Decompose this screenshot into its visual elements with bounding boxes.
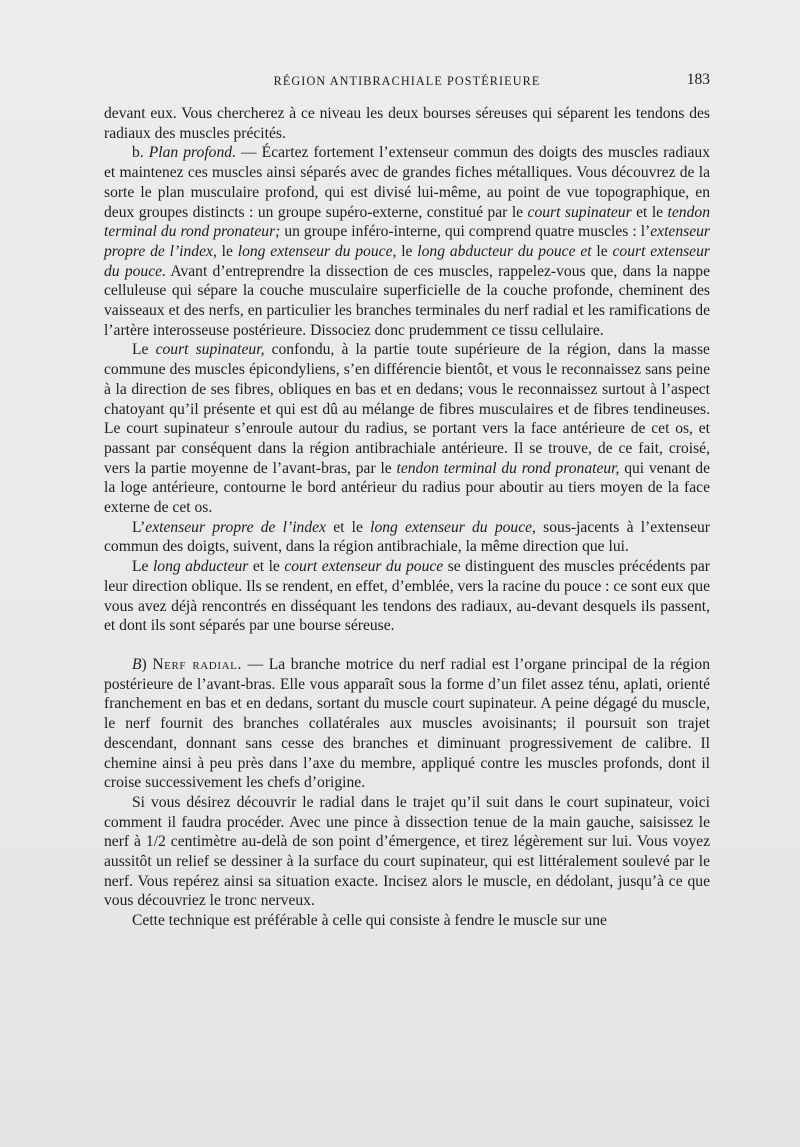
- paragraph: [104, 518, 710, 557]
- italic-run: long extenseur du pouce,: [370, 518, 536, 536]
- paragraph: [104, 911, 710, 931]
- text-run: Avant d’entreprendre la dissection de ces muscles, rappelez-vous que, dans la nappe celluleuse qui sépare la couche musculaire superficielle de la couche profonde, cheminent des vaisseaux et des nerfs, en particulier les branches terminales du nerf radial et les ramifications de l’artère interosseuse postérieure. Dissociez donc prudemment ce tissu cellulaire.: [104, 262, 710, 339]
- text-run: ): [141, 655, 153, 673]
- italic-run: court supinateur,: [155, 341, 265, 359]
- text-run: Cette technique est préférable à celle qui consiste à fendre le muscle sur une: [132, 912, 607, 930]
- italic-run: B: [132, 655, 142, 673]
- paragraph: [104, 793, 710, 911]
- text-run: le: [216, 242, 238, 260]
- text-run: le: [591, 242, 613, 260]
- text-run: le: [396, 242, 418, 260]
- text-run: b.: [132, 144, 149, 162]
- text-run: — Écartez fortement l’extenseur commun des doigts des muscles radiaux et maintenez ces muscles ainsi séparés avec de grandes fiches métalliques. Vous découvrez de la sorte le plan musculaire profond, qui est divisé lui-même, au point de vue topographique, en deux groupes distincts : un groupe supéro-externe, constitué par le: [104, 144, 710, 221]
- text-run: qui venant de la loge antérieure, contourne le bord antérieur du radius pour aboutir au tiers moyen de la face externe de cet os.: [104, 459, 710, 517]
- running-head: [104, 71, 710, 94]
- italic-run: tendon terminal du rond pronateur;: [104, 203, 710, 241]
- text-run: et le: [248, 558, 285, 576]
- running-title: RÉGION ANTIBRACHIALE POSTÉRIEURE: [273, 74, 541, 88]
- body-text: [104, 104, 710, 931]
- italic-run: extenseur propre de l’index,: [104, 223, 710, 260]
- text-run: un groupe inféro-interne, qui comprend quatre muscles : l’: [280, 223, 651, 241]
- paragraph: [104, 557, 710, 636]
- text-run: et le: [631, 203, 668, 221]
- text-run: se distinguent des muscles précédents par leur direction oblique. Ils se rendent, en effet, d’emblée, vers la racine du pouce : ce sont eux que vous avez déjà rencontrés en disséquant les tendons des radiaux, au-devant desquels ils passent, et dont ils sont séparés par une bourse séreuse.: [104, 558, 710, 635]
- page-number: 183: [686, 71, 710, 88]
- text-run: — La branche motrice du nerf radial est l’organe principal de la région postérieure de l’avant-bras. Elle vous apparaît sous la forme d’un filet assez ténu, aplati, orienté franchement en bas et en dedans, sortant du muscle court supinateur. A peine dégagé du muscle, le nerf fournit des branches collatérales aux muscles avoisinants; il poursuit son trajet descendant, donnant sans cesse des branches et diminuant progressivement de calibre. Il chemine ainsi à peu près dans l’axe du membre, appliqué contre les muscles profonds, dont il croise successivement les chefs d’origine.: [104, 655, 710, 792]
- text-run: Le: [132, 341, 156, 359]
- paragraph: [104, 655, 710, 793]
- italic-run: long abducteur: [152, 558, 249, 576]
- section-heading: Nerf radial.: [152, 655, 242, 673]
- text-run: et le: [325, 518, 371, 536]
- paragraph: [104, 143, 710, 340]
- text-run: Si vous désirez découvrir le radial dans le trajet qu’il suit dans le court supinateur, voici comment il faudra procéder. Avec une pince à dissection tenue de la main gauche, saisissez le nerf à 1/2 centimètre au-delà de son point d’émergence, et tirez légèrement sur lui. Vous voyez aussitôt un relief se dessiner à la surface du court supinateur, qui est littéralement soulevé par le nerf. Vous repérez ainsi sa situation exacte. Incisez alors le muscle, en dédolant, jusqu’à ce que vous découvriez le tronc nerveux.: [104, 793, 710, 910]
- italic-run: court extenseur du pouce: [284, 558, 444, 576]
- italic-run: long abducteur du pouce et: [417, 242, 592, 260]
- italic-run: long extenseur du pouce,: [237, 242, 397, 260]
- italic-run: extenseur propre de l’index: [145, 518, 326, 536]
- text-run: confondu, à la partie toute supérieure de la région, dans la masse commune des muscles épicondyliens, s’en différencie bientôt, et vous le reconnaissez sans peine à la direction de ses fibres, obliques en bas et en dedans; vous le reconnaissez surtout à l’aspect chatoyant qu’il présente et qui est dû au mélange de fibres musculaires et de fibres tendineuses. Le court supinateur s’enroule autour du radius, se portant vers la face antérieure de cet os, et passant par conséquent dans la région antibrachiale antérieure. Il se trouve, de ce fait, croisé, vers la partie moyenne de l’avant-bras, par le: [104, 341, 710, 477]
- text-run: sous-jacents à l’extenseur commun des doigts, suivent, dans la région antibrachiale, la même direction que lui.: [104, 518, 710, 556]
- paragraph: [104, 340, 710, 517]
- italic-run: court supinateur: [527, 203, 632, 221]
- text-run: Le: [132, 558, 153, 576]
- italic-run: Plan profond.: [148, 144, 236, 162]
- text-run: devant eux. Vous chercherez à ce niveau les deux bourses séreuses qui séparent les tendons des radiaux des muscles précités.: [104, 105, 710, 142]
- italic-run: court extenseur du pouce.: [104, 242, 710, 280]
- text-run: L’: [132, 518, 146, 536]
- paragraph: [104, 104, 710, 143]
- italic-run: tendon terminal du rond pronateur,: [396, 459, 620, 477]
